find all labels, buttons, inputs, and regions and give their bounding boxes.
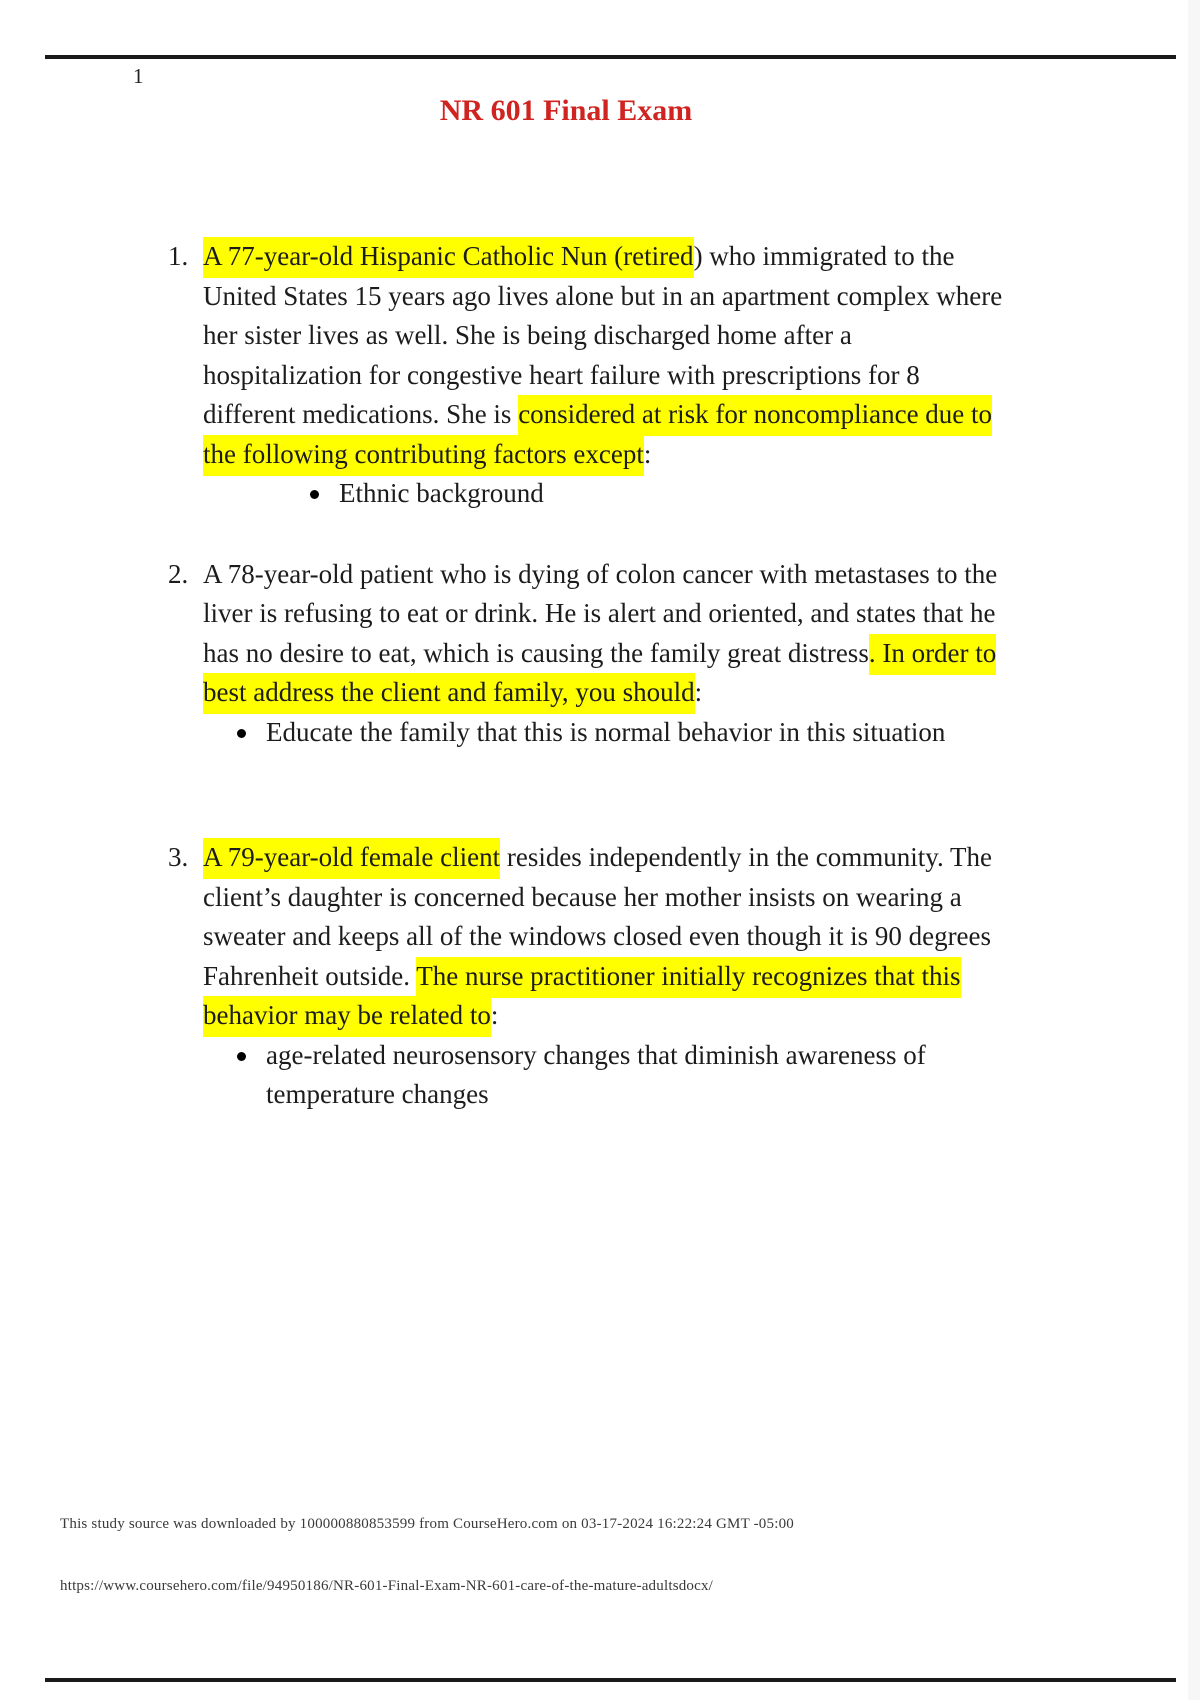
answer-text: age-related neurosensory changes that diminish awareness of temperature changes (266, 1039, 926, 1109)
highlighted-text: A 77-year-old Hispanic Catholic Nun (retired (203, 237, 694, 278)
plain-text: A 78-year-old patient who is dying of colon cancer with metastases to the liver is refusing to eat or drink. He is alert and oriented, and states that he has no desire to eat, which is causing the family great distress (203, 558, 998, 668)
question-item (168, 555, 1008, 753)
answer-bullets (168, 1036, 1008, 1115)
plain-text: : (694, 677, 703, 707)
question-text (203, 237, 1008, 474)
answer-bullet-item (237, 1036, 1008, 1115)
highlighted-text: The nurse practitioner initially recognizes that this behavior may be related to (203, 957, 961, 1038)
footer-url-text: https://www.coursehero.com/file/94950186/NR-601-Final-Exam-NR-601-care-of-the-mature-adultsdocx/ (60, 1578, 714, 1594)
page-number: 1 (133, 64, 144, 88)
question-text (203, 838, 1008, 1036)
highlighted-text: considered at risk for noncompliance due to the following contributing factors except (203, 395, 992, 476)
page-right-edge (1188, 0, 1200, 1700)
page-title: NR 601 Final Exam (439, 94, 693, 127)
question-item (168, 237, 1008, 514)
questions-list (168, 237, 1008, 1115)
highlighted-text: . In order to best address the client and family, you should (203, 634, 996, 715)
bottom-divider (45, 1678, 1176, 1682)
plain-text: : (490, 1000, 499, 1030)
plain-text: ) who immigrated to the United States 15 years ago lives alone but in an apartment complex where her sister lives as well. She is being discharged home after a hospitalization for congestive heart failure with prescriptions for 8 different medications. She is (203, 241, 1003, 429)
plain-text: resides independently in the community. The client’s daughter is concerned because her mother insists on wearing a sweater and keeps all of the windows closed even though it is 90 degrees Fahrenheit outside. (203, 842, 992, 991)
question-row (168, 237, 1008, 474)
question-number: 3. (168, 842, 189, 872)
bullet-dot-icon (237, 1052, 246, 1061)
top-divider (45, 55, 1176, 59)
answer-text: Ethnic background (339, 478, 544, 508)
question-text (203, 555, 1008, 713)
question-number: 2. (168, 558, 189, 589)
answer-bullets (168, 713, 1008, 753)
question-number: 1. (168, 241, 189, 271)
footer-source-text: This study source was downloaded by 100000880853599 from CourseHero.com on 03-17-2024 16:22:24 GMT -05:00 (60, 1516, 794, 1532)
answer-text: Educate the family that this is normal behavior in this situation (266, 716, 946, 747)
answer-bullet-item (237, 713, 1008, 753)
question-row (168, 838, 1008, 1036)
question-row (168, 555, 1008, 713)
answer-bullet-item (310, 474, 1008, 514)
answer-bullets (168, 474, 1008, 514)
plain-text: : (643, 438, 652, 469)
question-item (168, 838, 1008, 1115)
highlighted-text: A 79-year-old female client (203, 838, 500, 879)
bullet-dot-icon (310, 490, 319, 499)
title-container (0, 94, 1132, 128)
bullet-dot-icon (237, 729, 246, 738)
